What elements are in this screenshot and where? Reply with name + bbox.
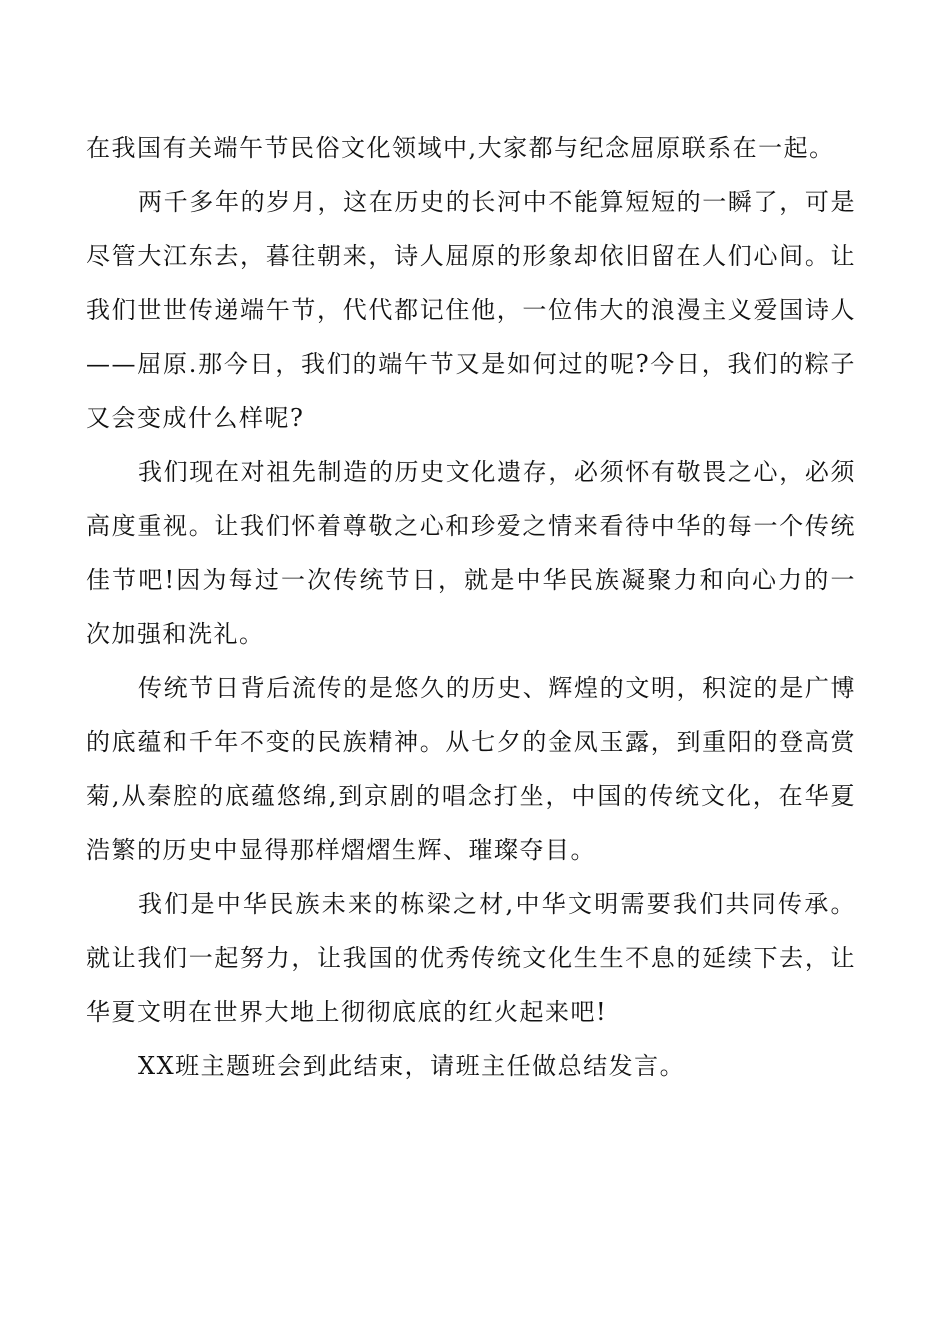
document-body	[86, 121, 856, 1093]
paragraph-closing: XX班主题班会到此结束，请班主任做总结发言。	[138, 1052, 686, 1080]
paragraph-qu-yuan: 两千多年的岁月，这在历史的长河中不能算短短的一瞬了，可是尽管大江东去，暮往朝来，诗人屈原的形象却依旧留在人们心间。让我们世世传递端午节，代代都记住他，一位伟大的浪漫主义爱国诗人——屈原.那今日，我们的端午节又是如何过的呢?今日，我们的粽子又会变成什么样呢?	[86, 188, 856, 432]
paragraph-respect-heritage: 我们现在对祖先制造的历史文化遗存，必须怀有敬畏之心，必须高度重视。让我们怀着尊敬之心和珍爱之情来看待中华的每一个传统佳节吧!因为每过一次传统节日，就是中华民族凝聚力和向心力的一次加强和洗礼。	[86, 458, 856, 648]
paragraph-continuation: 在我国有关端午节民俗文化领域中,大家都与纪念屈原联系在一起。	[86, 134, 835, 162]
paragraph-traditional-festivals: 传统节日背后流传的是悠久的历史、辉煌的文明，积淀的是广博的底蕴和千年不变的民族精神。从七夕的金凤玉露，到重阳的登高赏菊,从秦腔的底蕴悠绵,到京剧的唱念打坐，中国的传统文化，在华夏浩繁的历史中显得那样熠熠生辉、璀璨夺目。	[86, 674, 856, 864]
paragraph-future-pillars: 我们是中华民族未来的栋梁之材,中华文明需要我们共同传承。就让我们一起努力，让我国的优秀传统文化生生不息的延续下去，让华夏文明在世界大地上彻彻底底的红火起来吧!	[86, 890, 856, 1026]
